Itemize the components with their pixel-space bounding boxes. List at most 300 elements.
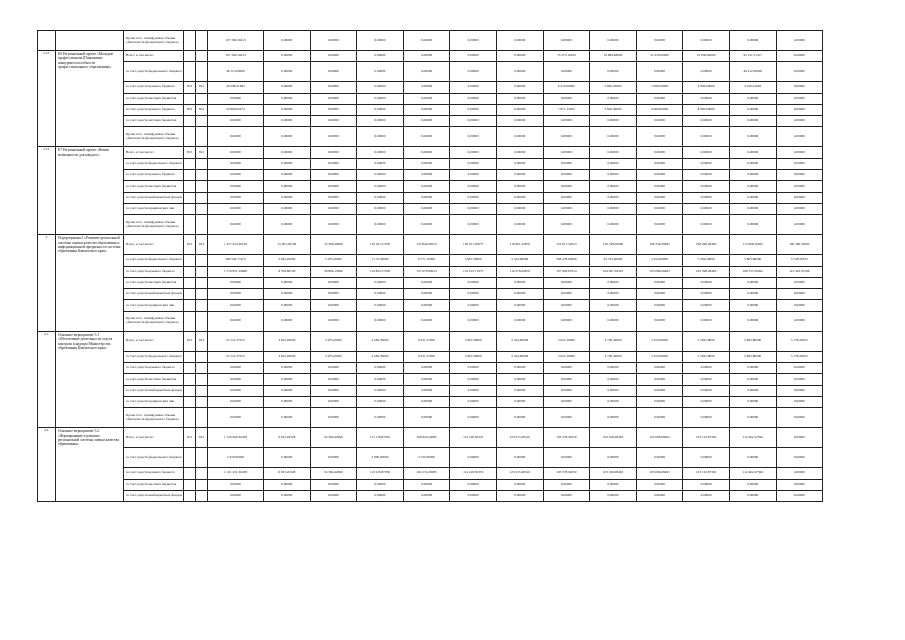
budget-code: [184, 448, 196, 468]
amount-cell: 0,00000: [776, 468, 823, 479]
funding-source: за счет средств внебюджетных фондов: [124, 385, 184, 396]
table-row: [38, 490, 870, 501]
amount-cell: 0,00000: [590, 158, 637, 169]
table-row: [38, 300, 870, 311]
amount-cell: 0,00000: [357, 51, 404, 62]
amount-cell: 0,00000: [683, 147, 730, 158]
amount-cell: 0,00000: [776, 147, 823, 158]
amount-cell: 1 120 669,30438: [208, 428, 264, 448]
amount-cell: 284 478,00000: [543, 255, 590, 266]
amount-cell: 0,00000: [496, 104, 543, 115]
amount-cell: 0,00000: [450, 300, 497, 311]
budget-code: [184, 203, 196, 214]
amount-cell: 0,00000: [208, 300, 264, 311]
amount-cell: 0,00000: [450, 490, 497, 501]
amount-cell: 7 090,00000: [636, 82, 683, 93]
table-row: [38, 448, 870, 468]
amount-cell: 0,00000: [264, 51, 311, 62]
funding-source: за счет средств юридических лиц: [124, 300, 184, 311]
amount-cell: 120 348,00000: [590, 235, 637, 255]
amount-cell: 0,00000: [590, 300, 637, 311]
amount-cell: 114 418,30335: [450, 468, 497, 479]
amount-cell: 0,00000: [357, 479, 404, 490]
amount-cell: 0,00000: [729, 104, 776, 115]
amount-cell: 0,00000: [636, 408, 683, 428]
budget-code: [184, 62, 196, 82]
amount-cell: 31 050,00000: [636, 51, 683, 62]
funding-source: за счет средств юридических лиц: [124, 396, 184, 407]
amount-cell: 0,00000: [357, 300, 404, 311]
amount-cell: 5 450,00000: [208, 448, 264, 468]
amount-cell: 14 386,49990: [310, 235, 357, 255]
amount-cell: 0,00000: [683, 181, 730, 192]
amount-cell: 0,00000: [543, 93, 590, 104]
amount-cell: 2 550,00000: [403, 448, 450, 468]
amount-cell: 0,00000: [590, 448, 637, 468]
amount-cell: 0,00000: [264, 116, 311, 127]
budget-code: [184, 51, 196, 62]
amount-cell: 0,00000: [208, 158, 264, 169]
amount-cell: 107 306,50415: [208, 51, 264, 62]
amount-cell: 0,00000: [264, 62, 311, 82]
amount-cell: 4 282,30000: [357, 331, 404, 351]
amount-cell: 0,00000: [208, 147, 264, 158]
amount-cell: 0,00000: [450, 311, 497, 331]
funding-source: за счет средств краевого бюджета: [124, 266, 184, 277]
budget-code: 812: [196, 147, 208, 158]
budget-code: [196, 93, 208, 104]
budget-code: [184, 127, 196, 147]
amount-cell: 0,00000: [636, 31, 683, 51]
amount-cell: 0,00000: [450, 93, 497, 104]
budget-code: [196, 351, 208, 362]
budget-code: [196, 300, 208, 311]
amount-cell: 0,00000: [636, 289, 683, 300]
amount-cell: 3 205,20000: [310, 331, 357, 351]
amount-cell: 0,00000: [496, 215, 543, 235]
amount-cell: 104 274,20085: [403, 468, 450, 479]
amount-cell: 0,00000: [683, 127, 730, 147]
amount-cell: 15 901,06728: [264, 235, 311, 255]
amount-cell: 0,00000: [729, 181, 776, 192]
table-row: [38, 170, 870, 181]
amount-cell: 0,00000: [590, 31, 637, 51]
amount-cell: 54 384,42990: [310, 468, 357, 479]
amount-cell: 0,00000: [403, 300, 450, 311]
amount-cell: 0,00000: [450, 116, 497, 127]
funding-source: за счет средств краевого бюджета: [124, 104, 184, 115]
amount-cell: 0,00000: [450, 203, 497, 214]
budget-code: 813: [184, 147, 196, 158]
amount-cell: 0,00000: [357, 363, 404, 374]
amount-cell: 0,00000: [636, 116, 683, 127]
amount-cell: 0,00000: [729, 385, 776, 396]
funding-source: за счет средств местных бюджетов: [124, 277, 184, 288]
amount-cell: 0,00000: [496, 300, 543, 311]
amount-cell: 0,00000: [729, 408, 776, 428]
amount-cell: 0,00000: [403, 147, 450, 158]
amount-cell: 104 497,39325: [590, 266, 637, 277]
amount-cell: 0,00000: [496, 396, 543, 407]
amount-cell: 3 967,30000: [450, 351, 497, 362]
amount-cell: 0,00000: [310, 396, 357, 407]
budget-code: [196, 468, 208, 479]
amount-cell: 0,00000: [590, 181, 637, 192]
amount-cell: 103 086,29463: [636, 266, 683, 277]
amount-cell: 0,00000: [450, 479, 497, 490]
amount-cell: 0,00000: [496, 448, 543, 468]
row-number: 3: [38, 235, 56, 331]
funding-source: Всего, в том числе:: [124, 331, 184, 351]
amount-cell: 26 298,41692: [208, 82, 264, 93]
amount-cell: 0,00000: [683, 31, 730, 51]
amount-cell: 0,00000: [496, 311, 543, 331]
amount-cell: 0,00000: [264, 170, 311, 181]
amount-cell: 9 960,00000: [636, 104, 683, 115]
amount-cell: 110 276,64879: [496, 266, 543, 277]
measure-name: Основное мероприятие 3.1 «Обеспечение деятельности отдела контроля и надзора Министерства образования Камчатского края»: [56, 331, 124, 427]
amount-cell: 0,00000: [208, 289, 264, 300]
amount-cell: 0,00000: [543, 374, 590, 385]
amount-cell: 0,00000: [729, 363, 776, 374]
amount-cell: 0,00000: [357, 116, 404, 127]
amount-cell: 0,00000: [450, 147, 497, 158]
budget-code: [184, 255, 196, 266]
row-number: 3.2.: [38, 428, 56, 502]
amount-cell: 5 621,20000: [543, 331, 590, 351]
amount-cell: 0,00000: [310, 181, 357, 192]
amount-cell: 55 121,27472: [208, 331, 264, 351]
amount-cell: 0,00000: [543, 289, 590, 300]
amount-cell: 0,00000: [776, 127, 823, 147]
amount-cell: 0,00000: [776, 448, 823, 468]
amount-cell: 3 622,20000: [264, 351, 311, 362]
budget-code: [196, 215, 208, 235]
funding-source: за счет средств федерального бюджета: [124, 351, 184, 362]
amount-cell: 5 803,80000: [729, 331, 776, 351]
amount-cell: 0,00000: [310, 82, 357, 93]
amount-cell: 0,00000: [310, 147, 357, 158]
funding-source: Всего, в том числе:: [124, 428, 184, 448]
budget-code: [196, 374, 208, 385]
amount-cell: 0,00000: [636, 374, 683, 385]
amount-cell: 0,00000: [729, 289, 776, 300]
amount-cell: 0,00000: [357, 170, 404, 181]
amount-cell: 0,00000: [264, 490, 311, 501]
amount-cell: 0,00000: [776, 31, 823, 51]
amount-cell: 0,00000: [636, 385, 683, 396]
amount-cell: 0,00000: [403, 396, 450, 407]
budget-code: [196, 31, 208, 51]
amount-cell: 0,00000: [357, 311, 404, 331]
amount-cell: 0,00000: [636, 62, 683, 82]
amount-cell: 0,00000: [264, 147, 311, 158]
amount-cell: 0,00000: [310, 31, 357, 51]
funding-source: за счет средств местных бюджетов: [124, 181, 184, 192]
amount-cell: 0,00000: [496, 62, 543, 82]
amount-cell: 0,00000: [310, 300, 357, 311]
amount-cell: 0,00000: [729, 31, 776, 51]
funding-source: за счет средств краевого бюджета: [124, 468, 184, 479]
amount-cell: 105 578,49250: [543, 468, 590, 479]
budget-code: [196, 255, 208, 266]
amount-cell: 0,00000: [636, 300, 683, 311]
funding-source: за счет средств краевого бюджета: [124, 170, 184, 181]
amount-cell: 0,00000: [403, 51, 450, 62]
budget-code: [184, 289, 196, 300]
amount-cell: 123 013,48310: [496, 428, 543, 448]
amount-cell: 0,00000: [683, 170, 730, 181]
amount-cell: 0,00000: [496, 170, 543, 181]
row-number: 2.13.: [38, 147, 56, 235]
amount-cell: 119 601,24879: [496, 235, 543, 255]
amount-cell: 0,00000: [590, 127, 637, 147]
amount-cell: 0,00000: [543, 170, 590, 181]
amount-cell: 112 403,47596: [776, 266, 823, 277]
amount-cell: 0,00000: [403, 479, 450, 490]
amount-cell: 48 115,00000: [208, 62, 264, 82]
amount-cell: 0,00000: [450, 127, 497, 147]
amount-cell: 0,00000: [403, 385, 450, 396]
amount-cell: 0,00000: [590, 385, 637, 396]
amount-cell: 127 070,90915: [403, 266, 450, 277]
funding-source: Кроме того, планируемые объемы обязательств федерального бюджета: [124, 215, 184, 235]
amount-cell: 108 336,29463: [636, 235, 683, 255]
budget-code: [196, 170, 208, 181]
amount-cell: 0,00000: [264, 127, 311, 147]
funding-source: за счет средств федерального бюджета: [124, 255, 184, 266]
amount-cell: 0,00000: [357, 490, 404, 501]
table-row: [38, 363, 870, 374]
budget-code: [184, 31, 196, 51]
amount-cell: 110 822,17050: [357, 266, 404, 277]
amount-cell: 0,00000: [208, 374, 264, 385]
amount-cell: 0,00000: [496, 147, 543, 158]
amount-cell: 0,00000: [264, 203, 311, 214]
amount-cell: 0,00000: [543, 311, 590, 331]
amount-cell: 0,00000: [403, 82, 450, 93]
table-row: [38, 374, 870, 385]
amount-cell: 0,00000: [729, 479, 776, 490]
amount-cell: 0,00000: [264, 93, 311, 104]
amount-cell: 8 900,00000: [683, 104, 730, 115]
amount-cell: 0,00000: [776, 116, 823, 127]
amount-cell: 0,00000: [543, 62, 590, 82]
amount-cell: 0,00000: [208, 277, 264, 288]
amount-cell: 0,00000: [310, 490, 357, 501]
budget-code: [196, 448, 208, 468]
budget-code: 813: [184, 235, 196, 255]
amount-cell: 0,00000: [683, 479, 730, 490]
amount-cell: 0,00000: [310, 127, 357, 147]
amount-cell: 0,00000: [543, 158, 590, 169]
amount-cell: 0,00000: [450, 51, 497, 62]
amount-cell: 0,00000: [264, 192, 311, 203]
budget-code: [184, 277, 196, 288]
amount-cell: 0,00000: [496, 158, 543, 169]
amount-cell: 0,00000: [208, 490, 264, 501]
amount-cell: 0,00000: [403, 490, 450, 501]
amount-cell: 0,00000: [208, 203, 264, 214]
amount-cell: 5 205,20000: [310, 255, 357, 266]
amount-cell: 0,00000: [357, 93, 404, 104]
amount-cell: 0,00000: [590, 374, 637, 385]
amount-cell: 0,00000: [208, 396, 264, 407]
budget-code: [184, 311, 196, 331]
amount-cell: 0,00000: [729, 203, 776, 214]
amount-cell: 7 172,50000: [357, 255, 404, 266]
document-page: [37, 30, 869, 614]
measure-name: Основное мероприятие 3.2 «Формирование и развитие региональной системы оценки качества образования»: [56, 428, 124, 502]
amount-cell: 0,00000: [403, 408, 450, 428]
amount-cell: 0,00000: [403, 311, 450, 331]
budget-code: 812: [196, 82, 208, 93]
row-number: [38, 31, 56, 51]
amount-cell: 0,00000: [776, 192, 823, 203]
amount-cell: 0,00000: [729, 127, 776, 147]
amount-cell: 5 692,49000: [590, 104, 637, 115]
amount-cell: 32 890,62273: [208, 104, 264, 115]
amount-cell: 113 118,87050: [357, 428, 404, 448]
budget-code: [184, 408, 196, 428]
funding-source: Кроме того, планируемые объемы обязательств федерального бюджета: [124, 408, 184, 428]
amount-cell: 0,00000: [208, 170, 264, 181]
amount-cell: 5 252,00000: [636, 331, 683, 351]
amount-cell: 0,00000: [590, 490, 637, 501]
amount-cell: 0,00000: [403, 203, 450, 214]
budget-code: [184, 170, 196, 181]
funding-source: за счет средств краевого бюджета: [124, 363, 184, 374]
amount-cell: 102 598,29463: [683, 266, 730, 277]
amount-cell: 0,00000: [636, 147, 683, 158]
amount-cell: 0,00000: [264, 181, 311, 192]
amount-cell: 0,00000: [729, 158, 776, 169]
amount-cell: 0,00000: [357, 203, 404, 214]
amount-cell: 7 871,13025: [543, 104, 590, 115]
amount-cell: 0,00000: [208, 479, 264, 490]
amount-cell: 0,00000: [683, 311, 730, 331]
table-row: [38, 235, 870, 255]
funding-source: Кроме того, планируемые объемы обязательств федерального бюджета: [124, 127, 184, 147]
amount-cell: 0,00000: [543, 479, 590, 490]
amount-cell: 0,00000: [310, 363, 357, 374]
amount-cell: 0,00000: [208, 116, 264, 127]
amount-cell: 0,00000: [496, 192, 543, 203]
amount-cell: 0,00000: [403, 104, 450, 115]
amount-cell: 4 106,41692: [729, 82, 776, 93]
amount-cell: 103 196,08463: [590, 428, 637, 448]
amount-cell: 0,00000: [543, 363, 590, 374]
amount-cell: 6 410,00000: [543, 82, 590, 93]
amount-cell: 0,00000: [590, 147, 637, 158]
budget-code: [184, 266, 196, 277]
amount-cell: 0,00000: [208, 192, 264, 203]
table-row: [38, 428, 870, 448]
amount-cell: 5 324,60000: [496, 331, 543, 351]
amount-cell: 0,00000: [590, 311, 637, 331]
budget-code: [184, 192, 196, 203]
budget-code: 855: [184, 104, 196, 115]
amount-cell: 0,00000: [264, 104, 311, 115]
budget-code: [184, 385, 196, 396]
amount-cell: 3 967,30000: [450, 331, 497, 351]
amount-cell: 54 384,42990: [310, 428, 357, 448]
table-row: [38, 82, 870, 93]
amount-cell: 5 803,80000: [729, 255, 776, 266]
table-row: [38, 116, 870, 127]
amount-cell: 0,00000: [450, 396, 497, 407]
budget-code: [196, 479, 208, 490]
amount-cell: 0,00000: [403, 363, 450, 374]
amount-cell: 0,00000: [683, 62, 730, 82]
amount-cell: 5 622,20000: [264, 255, 311, 266]
amount-cell: 0,00000: [450, 181, 497, 192]
funding-source: за счет средств местных бюджетов: [124, 116, 184, 127]
amount-cell: 0,00000: [683, 300, 730, 311]
amount-cell: 0,00000: [357, 408, 404, 428]
amount-cell: 0,00000: [264, 374, 311, 385]
budget-code: [196, 408, 208, 428]
amount-cell: 0,00000: [776, 104, 823, 115]
amount-cell: 0,00000: [310, 192, 357, 203]
amount-cell: 107 993,97914: [543, 266, 590, 277]
amount-cell: 0,00000: [450, 158, 497, 169]
amount-cell: 8 771,70000: [403, 255, 450, 266]
amount-cell: 0,00000: [543, 385, 590, 396]
funding-source: Кроме того, планируемые объемы обязательств федерального бюджета: [124, 311, 184, 331]
amount-cell: 0,00000: [590, 170, 637, 181]
amount-cell: 0,00000: [208, 93, 264, 104]
amount-cell: 0,00000: [776, 62, 823, 82]
budget-code: [196, 385, 208, 396]
amount-cell: 0,00000: [208, 127, 264, 147]
amount-cell: 0,00000: [450, 408, 497, 428]
budget-code: [196, 62, 208, 82]
amount-cell: 103 096,08463: [636, 428, 683, 448]
table-row: [38, 181, 870, 192]
amount-cell: 3 205,20000: [310, 351, 357, 362]
amount-cell: 0,00000: [543, 408, 590, 428]
amount-cell: 0,00000: [403, 192, 450, 203]
amount-cell: 0,00000: [543, 116, 590, 127]
amount-cell: 0,00000: [729, 311, 776, 331]
amount-cell: 0,00000: [729, 215, 776, 235]
amount-cell: 106 824,20085: [403, 428, 450, 448]
budget-code: [184, 374, 196, 385]
amount-cell: 0,00000: [683, 490, 730, 501]
amount-cell: 5 252,00000: [636, 255, 683, 266]
budget-code: [196, 51, 208, 62]
amount-cell: 0,00000: [264, 363, 311, 374]
amount-cell: 0,00000: [776, 300, 823, 311]
amount-cell: 15 273,11820: [543, 51, 590, 62]
amount-cell: 8 421,57000: [403, 331, 450, 351]
amount-cell: 0,00000: [264, 215, 311, 235]
amount-cell: 1 176 851,59668: [208, 266, 264, 277]
amount-cell: 56 864,13990: [310, 266, 357, 277]
funding-source: за счет средств местных бюджетов: [124, 93, 184, 104]
amount-cell: 132 103,71975: [450, 266, 497, 277]
funding-table: [37, 30, 870, 502]
amount-cell: 0,00000: [636, 363, 683, 374]
amount-cell: 0,00000: [776, 385, 823, 396]
table-row: [38, 396, 870, 407]
amount-cell: 0,00000: [403, 170, 450, 181]
amount-cell: 0,00000: [208, 181, 264, 192]
amount-cell: 0,00000: [310, 158, 357, 169]
amount-cell: 0,00000: [683, 289, 730, 300]
amount-cell: 8 421,57000: [403, 351, 450, 362]
